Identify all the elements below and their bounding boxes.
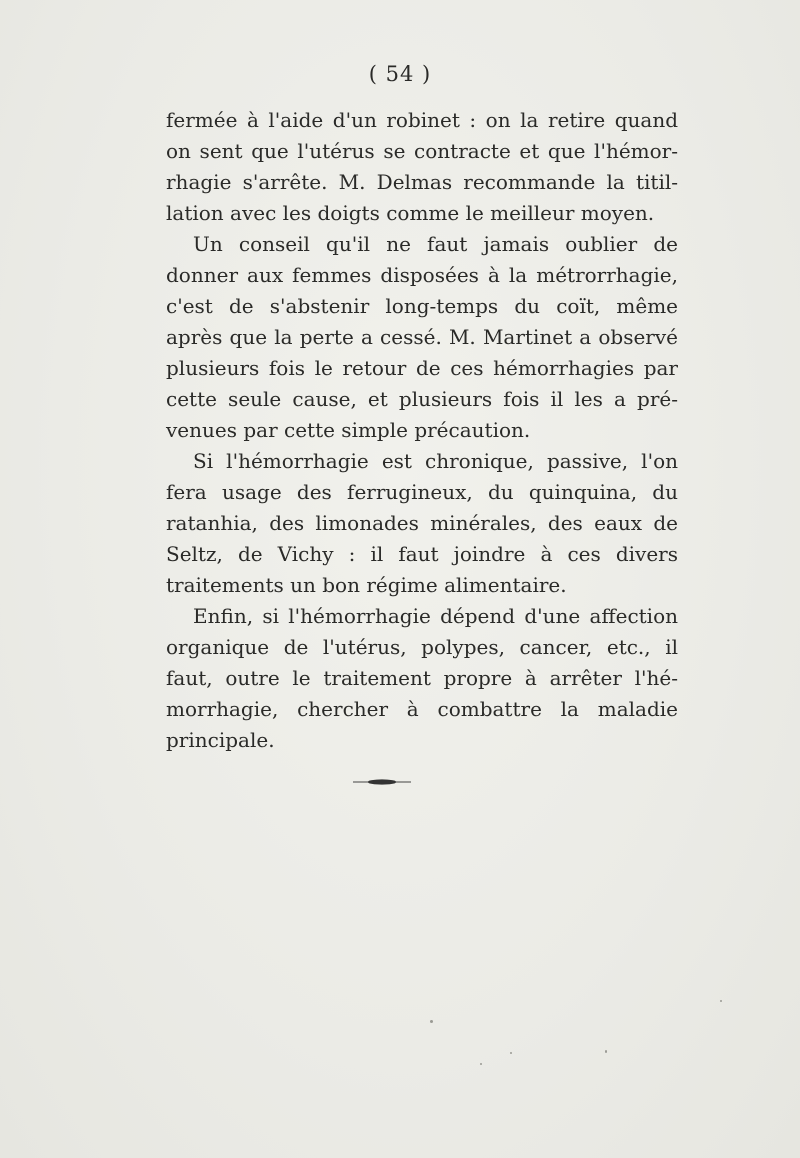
paper-speck (430, 1020, 433, 1023)
text-line: fera usage des ferrugineux, du quinquina, du (166, 480, 678, 504)
text-line: traitements un bon régime alimentaire. (166, 573, 567, 597)
text-line: Seltz, de Vichy : il faut joindre à ces divers (166, 542, 678, 566)
text-line: Un conseil qu'il ne faut jamais oublier de (193, 232, 678, 256)
text-line: organique de l'utérus, polypes, cancer, etc., il (166, 635, 678, 659)
end-ornament (353, 778, 411, 786)
paper-speck (510, 1052, 512, 1054)
text-line: fermée à l'aide d'un robinet : on la retire quand (166, 108, 678, 132)
text-line: on sent que l'utérus se contracte et que l'hémor- (166, 139, 678, 163)
text-line: c'est de s'abstenir long-temps du coït, même (166, 294, 678, 318)
text-line: venues par cette simple précaution. (166, 418, 531, 442)
text-line: ratanhia, des limonades minérales, des eaux de (166, 511, 678, 535)
paper-speck (480, 1063, 482, 1065)
text-line: après que la perte a cessé. M. Martinet a observé (166, 325, 678, 349)
text-line: Si l'hémorrhagie est chronique, passive, l'on (193, 449, 678, 473)
text-line: faut, outre le traitement propre à arrêter l'hé- (166, 666, 678, 690)
text-line: morrhagie, chercher à combattre la maladie (166, 697, 678, 721)
text-line: donner aux femmes disposées à la métrorrhagie, (166, 263, 678, 287)
text-line: Enfin, si l'hémorrhagie dépend d'une affection (193, 604, 678, 628)
text-line: plusieurs fois le retour de ces hémorrhagies par (166, 356, 678, 380)
text-line: principale. (166, 728, 275, 752)
paper-speck (720, 1000, 722, 1002)
paper-speck (605, 1050, 607, 1053)
page-number: ( 54 ) (368, 62, 432, 86)
text-line: cette seule cause, et plusieurs fois il les a pré- (166, 387, 678, 411)
body-text (166, 105, 678, 756)
text-line: lation avec les doigts comme le meilleur moyen. (166, 201, 655, 225)
text-line: rhagie s'arrête. M. Delmas recommande la titil- (166, 170, 678, 194)
